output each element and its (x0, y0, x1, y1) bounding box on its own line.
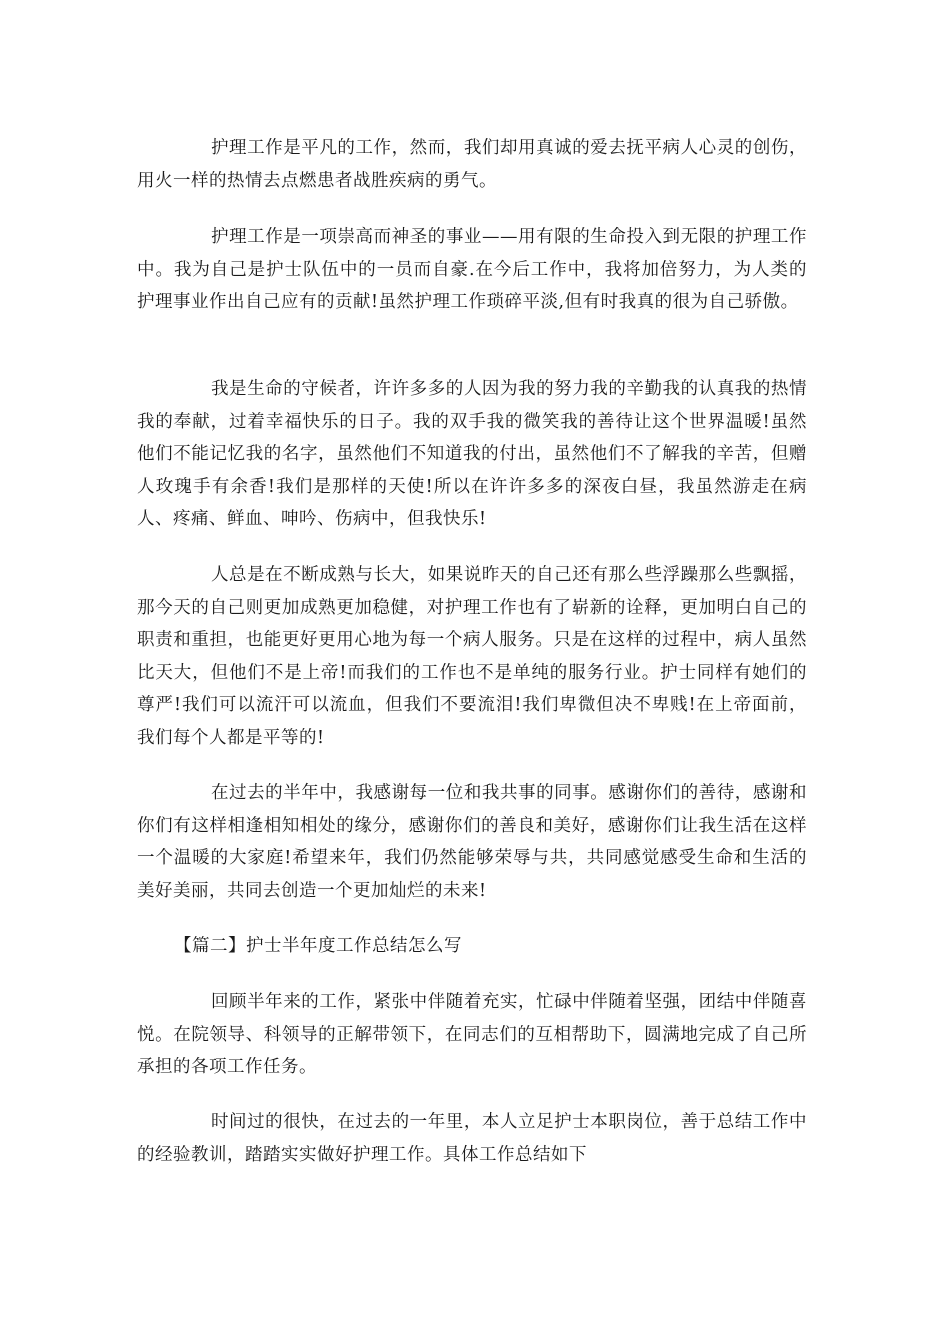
paragraph-2: 护理工作是一项崇高而神圣的事业——用有限的生命投入到无限的护理工作中。我为自己是护士队伍中的一员而自豪.在今后工作中，我将加倍努力，为人类的护理事业作出自己应有的贡献!虽然护理工作琐碎平淡,但有时我真的很为自己骄傲。 (137, 227, 807, 312)
section-paragraph-1: 回顾半年来的工作，紧张中伴随着充实，忙碌中伴随着坚强，团结中伴随喜悦。在院领导、科领导的正解带领下，在同志们的互相帮助下，圆满地完成了自己所承担的各项工作任务。 (137, 992, 807, 1077)
section-heading: 【篇二】护士半年度工作总结怎么写 (174, 936, 462, 956)
paragraph-5: 在过去的半年中，我感谢每一位和我共事的同事。感谢你们的善待，感谢和你们有这样相逢相知相处的缘分，感谢你们的善良和美好，感谢你们让我生活在这样一个温暖的大家庭!希望来年，我们仍然能够荣辱与共，共同感觉感受生命和生活的美好美丽，共同去创造一个更加灿烂的未来! (137, 783, 807, 901)
paragraph-4: 人总是在不断成熟与长大，如果说昨天的自己还有那么些浮躁那么些飘摇，那今天的自己则更加成熟更加稳健，对护理工作也有了崭新的诠释，更加明白自己的职责和重担，也能更好更用心地为每一个病人服务。只是在这样的过程中，病人虽然比天大，但他们不是上帝!而我们的工作也不是单纯的服务行业。护士同样有她们的尊严!我们可以流汗可以流血，但我们不要流泪!我们卑微但决不卑贱!在上帝面前，我们每个人都是平等的! (137, 565, 807, 748)
section-paragraph-2: 时间过的很快，在过去的一年里，本人立足护士本职岗位，善于总结工作中的经验教训，踏踏实实做好护理工作。具体工作总结如下 (137, 1112, 807, 1165)
paragraph-3: 我是生命的守候者，许许多多的人因为我的努力我的辛勤我的认真我的热情我的奉献，过着幸福快乐的日子。我的双手我的微笑我的善待让这个世界温暖!虽然他们不能记忆我的名字，虽然他们不知道我的付出，虽然他们不了解我的辛苦，但赠人玫瑰手有余香!我们是那样的天使!所以在许许多多的深夜白昼，我虽然游走在病人、疼痛、鲜血、呻吟、伤病中，但我快乐! (137, 379, 807, 529)
paragraph-1: 护理工作是平凡的工作，然而，我们却用真诚的爱去抚平病人心灵的创伤，用火一样的热情去点燃患者战胜疾病的勇气。 (137, 138, 807, 191)
